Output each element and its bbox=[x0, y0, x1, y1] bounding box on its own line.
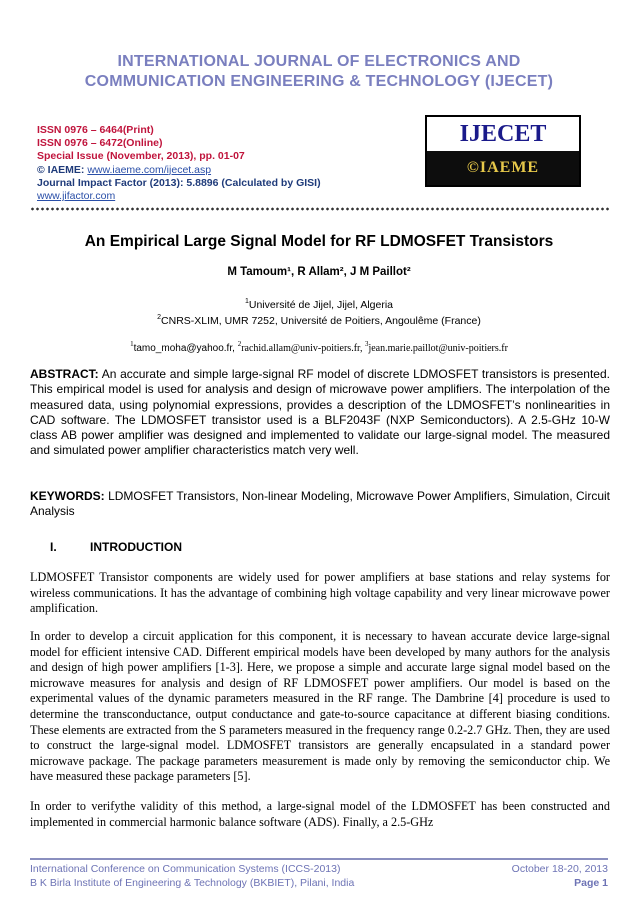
footer-institute: B K Birla Institute of Engineering & Technology (BKBIET), Pilani, India bbox=[30, 877, 355, 889]
aff2-sup: 2 bbox=[157, 314, 162, 321]
impact-factor: Journal Impact Factor (2013): 5.8896 (Calculated by GISI) bbox=[37, 176, 321, 189]
section-number: I. bbox=[50, 540, 57, 554]
affiliation-1 bbox=[0, 298, 638, 311]
email-1[interactable]: tamo_moha@yahoo.fr, bbox=[133, 343, 238, 354]
journal-title-line-2: COMMUNICATION ENGINEERING & TECHNOLOGY (IJECET) bbox=[84, 73, 554, 90]
paper-authors: M Tamoum¹, R Allam², J M Paillot² bbox=[227, 266, 411, 278]
keywords bbox=[30, 489, 610, 520]
email-2[interactable]: rachid.allam@univ-poitiers.fr, bbox=[241, 343, 365, 354]
paper-title: An Empirical Large Signal Model for RF LDMOSFET Transistors bbox=[84, 233, 554, 250]
footer-right bbox=[512, 862, 608, 890]
footer-conference: International Conference on Communication Systems (ICCS-2013) bbox=[30, 863, 341, 875]
aff1-sup: 1 bbox=[244, 298, 249, 305]
affiliation-2 bbox=[0, 314, 638, 327]
abstract bbox=[30, 367, 610, 459]
keywords-text: LDMOSFET Transistors, Non-linear Modeling, Microwave Power Amplifiers, Simulation, Circuit Analysis bbox=[30, 489, 610, 519]
jifactor-link[interactable]: www.jifactor.com bbox=[37, 190, 116, 203]
email1-sup: 1 bbox=[130, 340, 134, 348]
special-issue: Special Issue (November, 2013), pp. 01-07 bbox=[37, 150, 245, 163]
iaeme-label: © IAEME: bbox=[37, 163, 88, 176]
page-number: Page 1 bbox=[574, 877, 608, 889]
paragraph-2: In order to develop a circuit application for this component, it is necessary to havean accurate device large-signal model for efficient intensive CAD. Different empirical models have been developed by many authors for the analysis and design of high power amplifiers [1-3]. Here, we propose a simple and accurate large signal model based on the microwave measures for analysis and design of RF LDMOSFET power amplifiers. Our model is based on the experimental values of the dynamic parameters measured in the RF range. The Dambrine [4] procedure is used to determine the transconductance, output conductance and gate-to-source capacitance at different biasing conditions. These elements are extracted from the S parameters measured in the frequency range 0.2-2.7 GHz. Then, they are used to construct the large-signal model. LDMOSFET transistors are generally encapsulated in a standard power microwave package. The package parameters measurement is made only by removing the semiconductor chip. We have measured these package parameters [5]. bbox=[30, 629, 610, 784]
ijecet-logo bbox=[425, 115, 581, 187]
footer-date: October 18-20, 2013 bbox=[511, 863, 608, 875]
journal-title-line-1: INTERNATIONAL JOURNAL OF ELECTRONICS AND bbox=[117, 53, 521, 70]
footer-divider bbox=[30, 858, 608, 860]
journal-meta bbox=[37, 124, 321, 203]
logo-iaeme-text: ©IAEME bbox=[427, 151, 579, 185]
keywords-label: KEYWORDS: bbox=[30, 489, 105, 503]
abstract-label: ABSTRACT: bbox=[30, 367, 99, 381]
aff1-text: Université de Jijel, Jijel, Algeria bbox=[248, 299, 394, 311]
section-heading bbox=[50, 540, 182, 554]
aff2-text: CNRS-XLIM, UMR 7252, Université de Poitiers, Angoulême (France) bbox=[161, 315, 481, 327]
journal-title bbox=[0, 52, 638, 92]
paragraph-3: In order to verifythe validity of this method, a large-signal model of the LDMOSFET has been constructed and implemented in commercial harmonic balance software (ADS). Finally, a 2.5-GHz bbox=[30, 799, 610, 829]
paragraph-1: LDMOSFET Transistor components are widely used for power amplifiers at base stations and relay systems for wireless communications. It has the advantage of combining high voltage capability and very linear microwave power amplification. bbox=[30, 570, 610, 616]
issn-online: ISSN 0976 – 6472(Online) bbox=[37, 137, 163, 150]
abstract-text: An accurate and simple large-signal RF model of discrete LDMOSFET transistors is presented. This empirical model is used for analysis and design of microwave power amplifiers. The interpolation of the measured data, using polynomial expressions, provides a description of the LDMOSFET’s nonlinearities in CAD software. The LDMOSFET transistor used is a BLF2043F (NXP Semiconductors). A 2.5-GHz 10-W class AB power amplifier was designed and implemented to validate our large-signal model. The measured and simulated power amplifier characteristics match very well. bbox=[30, 367, 610, 458]
email2-sup: 2 bbox=[237, 340, 242, 348]
email3-sup: 3 bbox=[364, 340, 369, 348]
author-emails bbox=[0, 340, 638, 354]
iaeme-line bbox=[37, 164, 321, 177]
iaeme-link[interactable]: www.iaeme.com/ijecet.asp bbox=[87, 163, 212, 176]
email-3[interactable]: jean.marie.paillot@univ-poitiers.fr bbox=[368, 343, 508, 354]
logo-ijecet-text: IJECET bbox=[427, 117, 579, 151]
section-title: INTRODUCTION bbox=[90, 540, 182, 554]
dotted-divider bbox=[30, 206, 610, 212]
issn-print: ISSN 0976 – 6464(Print) bbox=[37, 124, 154, 136]
footer-left bbox=[30, 862, 354, 890]
